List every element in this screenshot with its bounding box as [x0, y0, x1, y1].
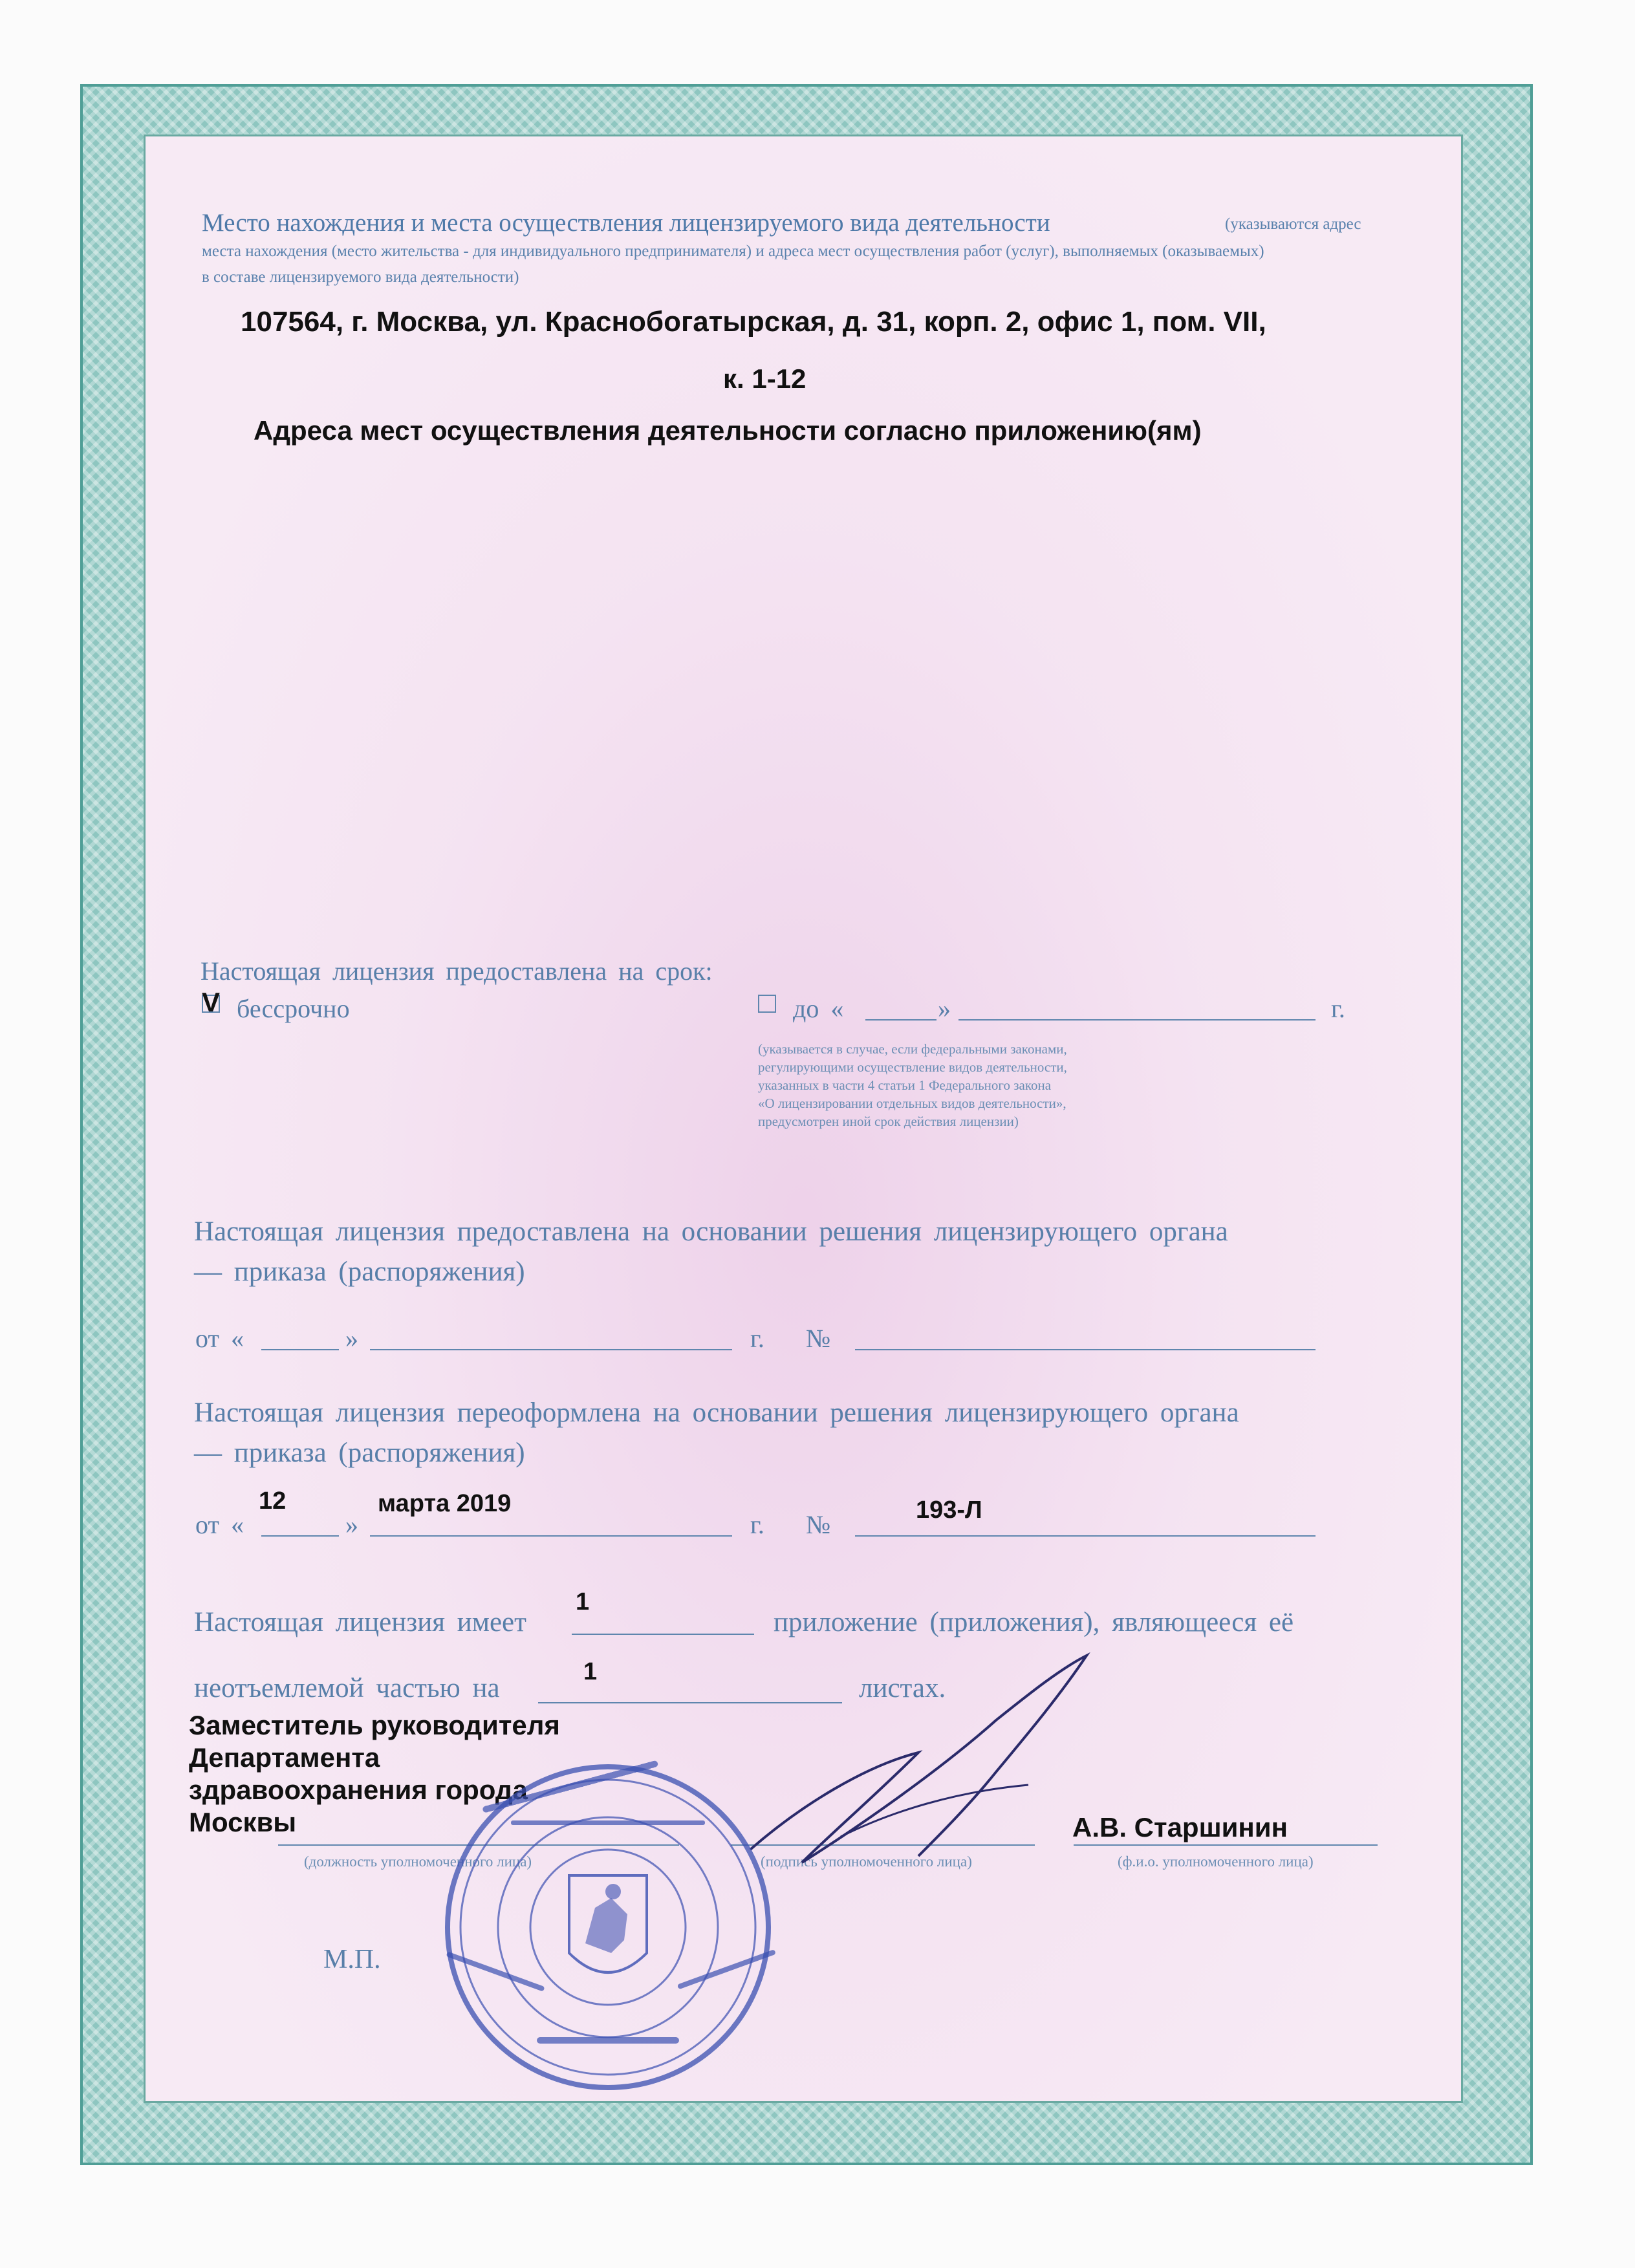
granted-close: » — [345, 1324, 358, 1353]
reissued-from: от « — [195, 1510, 244, 1539]
appendix-part-2: приложение (приложения), являющееся её — [774, 1607, 1294, 1637]
reissued-year: г. — [750, 1510, 764, 1539]
handwritten-signature — [724, 1643, 1112, 1901]
until-close: » — [938, 994, 951, 1023]
reissued-line-1: Настоящая лицензия переоформлена на основании решения лицензирующего органа — [194, 1398, 1239, 1428]
appendix-sheets: 1 — [583, 1658, 598, 1685]
appendix-count: 1 — [576, 1588, 590, 1615]
granted-from: от « — [195, 1324, 244, 1353]
signatory-position-1: Заместитель руководителя — [189, 1710, 560, 1740]
header-note-1: (указываются адрес — [1225, 215, 1361, 233]
until-checkbox — [758, 995, 776, 1013]
reissued-day: 12 — [259, 1487, 287, 1515]
appendix-part-3: неотъемлемой частью на — [194, 1673, 500, 1703]
appendix-count-line — [572, 1634, 754, 1635]
unlimited-label: бессрочно — [237, 994, 350, 1023]
stamp-place-label: М.П. — [323, 1945, 381, 1974]
term-note-1: (указывается в случае, если федеральными законами, — [758, 1041, 1067, 1057]
until-day-line — [865, 1019, 937, 1021]
term-note-4: «О лицензировании отдельных видов деятельности», — [758, 1096, 1067, 1111]
address-line-2: к. 1-12 — [723, 363, 807, 394]
header-title: Место нахождения и места осуществления лицензируемого вида деятельности — [202, 209, 1050, 237]
reissued-number: 193-Л — [916, 1496, 982, 1524]
until-year: г. — [1331, 994, 1345, 1023]
term-label: Настоящая лицензия предоставлена на срок: — [200, 956, 713, 986]
reissued-line-2: — приказа (распоряжения) — [194, 1438, 525, 1468]
until-month-line — [958, 1019, 1316, 1021]
granted-line-2: — приказа (распоряжения) — [194, 1257, 525, 1287]
address-line-1: 107564, г. Москва, ул. Краснобогатырская, д. 31, корп. 2, офис 1, пом. VII, — [241, 306, 1266, 338]
granted-line-1: Настоящая лицензия предоставлена на основании решения лицензирующего органа — [194, 1216, 1228, 1247]
header-note-3: в составе лицензируемого вида деятельности) — [202, 268, 519, 286]
until-label: до « — [793, 994, 844, 1023]
reissued-number-sign: № — [806, 1510, 831, 1539]
signatory-position-2: Департамента — [189, 1742, 380, 1773]
granted-day-line — [261, 1349, 339, 1350]
signatory-position-3: здравоохранения города — [189, 1775, 528, 1805]
reissued-day-line — [261, 1535, 339, 1537]
signatory-position-4: Москвы — [189, 1807, 297, 1837]
official-seal — [440, 1759, 776, 2095]
reissued-close: » — [345, 1510, 358, 1539]
granted-number-line — [855, 1349, 1316, 1350]
term-note-5: предусмотрен иной срок действия лицензии) — [758, 1114, 1019, 1129]
address-line-3: Адреса мест осуществления деятельности согласно приложению(ям) — [254, 415, 1202, 446]
reissued-month-year: марта 2019 — [378, 1490, 512, 1517]
appendix-part-1: Настоящая лицензия имеет — [194, 1607, 526, 1637]
check-mark: V — [202, 987, 221, 1017]
granted-year: г. — [750, 1324, 764, 1353]
term-note-2: регулирующими осуществление видов деятельности, — [758, 1059, 1067, 1075]
appendix-part-4: листах. — [859, 1673, 946, 1703]
reissued-month-line — [370, 1535, 732, 1537]
header-note-2: места нахождения (место жительства - для индивидуального предпринимателя) и адреса мест осуществления работ (услуг), выполняемых (оказываемых) — [202, 243, 1264, 260]
caption-name: (ф.и.о. уполномоченного лица) — [1118, 1853, 1314, 1870]
reissued-number-line — [855, 1535, 1316, 1537]
name-line — [1074, 1844, 1378, 1846]
granted-number-sign: № — [806, 1324, 831, 1353]
signatory-name: А.В. Старшинин — [1072, 1812, 1288, 1842]
caption-position: (должность уполномоченного лица) — [304, 1853, 532, 1870]
granted-month-line — [370, 1349, 732, 1350]
term-note-3: указанных в части 4 статьи 1 Федерального закона — [758, 1077, 1052, 1093]
caption-signature: (подпись уполномоченного лица) — [761, 1853, 972, 1870]
